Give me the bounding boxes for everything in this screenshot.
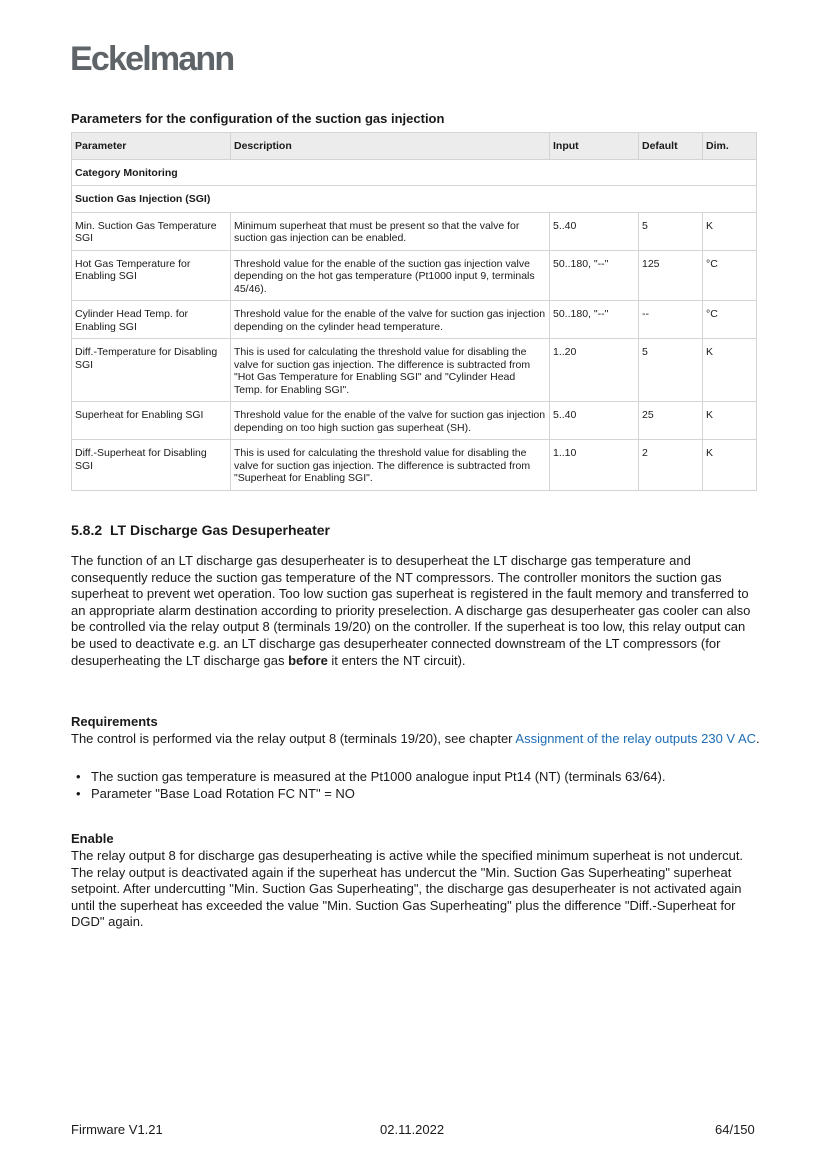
- list-item-text: Parameter "Base Load Rotation FC NT" = NO: [91, 785, 355, 801]
- list-item-text: The suction gas temperature is measured at the Pt1000 analogue input Pt14 (NT) (terminals 63/64).: [91, 769, 666, 784]
- table-row: [72, 440, 757, 491]
- cell-dim: °C: [703, 301, 757, 339]
- cell-parameter: Diff.-Superheat for Disabling SGI: [72, 440, 231, 491]
- cell-input: 5..40: [550, 402, 639, 440]
- table-row: [72, 212, 757, 250]
- bullet-icon: •: [76, 785, 81, 801]
- cell-parameter: Hot Gas Temperature for Enabling SGI: [72, 250, 231, 301]
- requirements-text: The control is performed via the relay output 8 (terminals 19/20), see chapter: [71, 731, 516, 746]
- cell-parameter: Diff.-Temperature for Disabling SGI: [72, 339, 231, 402]
- bullet-icon: •: [76, 769, 81, 784]
- cell-input: 50..180, "--": [550, 250, 639, 301]
- cell-parameter: Min. Suction Gas Temperature SGI: [72, 212, 231, 250]
- table-row: [72, 250, 757, 301]
- cell-dim: °C: [703, 250, 757, 301]
- cell-input: 1..10: [550, 440, 639, 491]
- cell-dim: K: [703, 339, 757, 402]
- intro-paragraph: [71, 553, 761, 669]
- intro-text-end: it enters the NT circuit).: [327, 652, 466, 668]
- table-row: [72, 301, 757, 339]
- cell-default: 25: [639, 402, 703, 440]
- cell-input: 50..180, "--": [550, 301, 639, 339]
- table-header-row: [72, 133, 757, 160]
- table-row: [72, 339, 757, 402]
- cell-dim: K: [703, 212, 757, 250]
- footer-page-number: 64/150: [715, 1122, 755, 1137]
- requirements-text-end: .: [756, 731, 760, 746]
- column-header-parameter: Parameter: [72, 133, 231, 160]
- cell-input: 1..20: [550, 339, 639, 402]
- section-number: 5.8.2: [71, 522, 103, 538]
- section-heading: [71, 522, 330, 538]
- cell-dim: K: [703, 440, 757, 491]
- table-row: [72, 402, 757, 440]
- column-header-description: Description: [231, 133, 550, 160]
- company-logo: Eckelmann: [70, 40, 234, 78]
- intro-text: The function of an LT discharge gas desuperheater is to desuperheat the LT discharge gas temperature and consequently reduce the suction gas temperature of the NT compressors. The controller monitors the suction gas superheat to prevent wet operation. Too low suction gas superheat is registered in the fault memory and transferred to an appropriate alarm destination according to priority preselection. A discharge gas desuperheater gas cooler can also be controlled via the relay output 8 (terminals 19/20) on the controller. If the superheat is too low, this relay output can be used to deactivate e.g. an LT discharge gas desuperheater connected downstream of the LT compressors (for desuperheating the LT discharge gas: [71, 553, 751, 668]
- cell-description: Minimum superheat that must be present so that the valve for suction gas injection can be enabled.: [231, 212, 550, 250]
- cell-input: 5..40: [550, 212, 639, 250]
- enable-paragraph: The relay output 8 for discharge gas desuperheating is active while the specified minimum superheat is not undercut. The relay output is deactivated again if the superheat has undercut the "Min. Suction Gas Superheating" superheat setpoint. After undercutting "Min. Suction Gas Superheating", the discharge gas desuperheater is not activated again until the superheat has exceeded the value "Min. Suction Gas Superheating" plus the difference "Diff.-Superheat for DGD" again.: [71, 848, 744, 930]
- enable-heading: Enable: [71, 831, 114, 846]
- parameters-table: [71, 132, 757, 491]
- cell-description: This is used for calculating the threshold value for disabling the valve for suction gas injection. The difference is subtracted from "Hot Gas Temperature for Enabling SGI" and "Cylinder Head Temp. for Enabling SGI".: [231, 339, 550, 402]
- list-item: [71, 786, 761, 803]
- requirements-list: [71, 769, 761, 802]
- footer-date: 02.11.2022: [380, 1122, 445, 1137]
- column-header-dim: Dim.: [703, 133, 757, 160]
- list-item: [71, 769, 761, 786]
- cell-dim: K: [703, 402, 757, 440]
- intro-bold-word: before: [288, 652, 328, 668]
- cell-description: Threshold value for the enable of the suction gas injection valve depending on the hot gas temperature (Pt1000 input 9, terminals 45/46).: [231, 250, 550, 301]
- cell-default: 2: [639, 440, 703, 491]
- category-row: [72, 159, 757, 186]
- cell-default: 5: [639, 212, 703, 250]
- requirements-paragraph: [71, 731, 761, 748]
- subcategory-label: Suction Gas Injection (SGI): [72, 186, 757, 213]
- cell-parameter: Superheat for Enabling SGI: [72, 402, 231, 440]
- relay-outputs-link[interactable]: Assignment of the relay outputs 230 V AC: [515, 731, 757, 746]
- cell-parameter: Cylinder Head Temp. for Enabling SGI: [72, 301, 231, 339]
- cell-description: Threshold value for the enable of the valve for suction gas injection depending on too high suction gas superheat (SH).: [231, 402, 550, 440]
- cell-default: --: [639, 301, 703, 339]
- cell-description: Threshold value for the enable of the valve for suction gas injection depending on the cylinder head temperature.: [231, 301, 550, 339]
- requirements-heading: Requirements: [71, 714, 158, 729]
- column-header-default: Default: [639, 133, 703, 160]
- table-title: Parameters for the configuration of the suction gas injection: [71, 111, 445, 126]
- cell-default: 125: [639, 250, 703, 301]
- column-header-input: Input: [550, 133, 639, 160]
- category-label: Category Monitoring: [72, 159, 757, 186]
- cell-default: 5: [639, 339, 703, 402]
- subcategory-row: [72, 186, 757, 213]
- cell-description: This is used for calculating the threshold value for disabling the valve for suction gas injection. The difference is subtracted from "Superheat for Enabling SGI".: [231, 440, 550, 491]
- section-title: LT Discharge Gas Desuperheater: [110, 522, 330, 538]
- footer-firmware: Firmware V1.21: [71, 1122, 163, 1137]
